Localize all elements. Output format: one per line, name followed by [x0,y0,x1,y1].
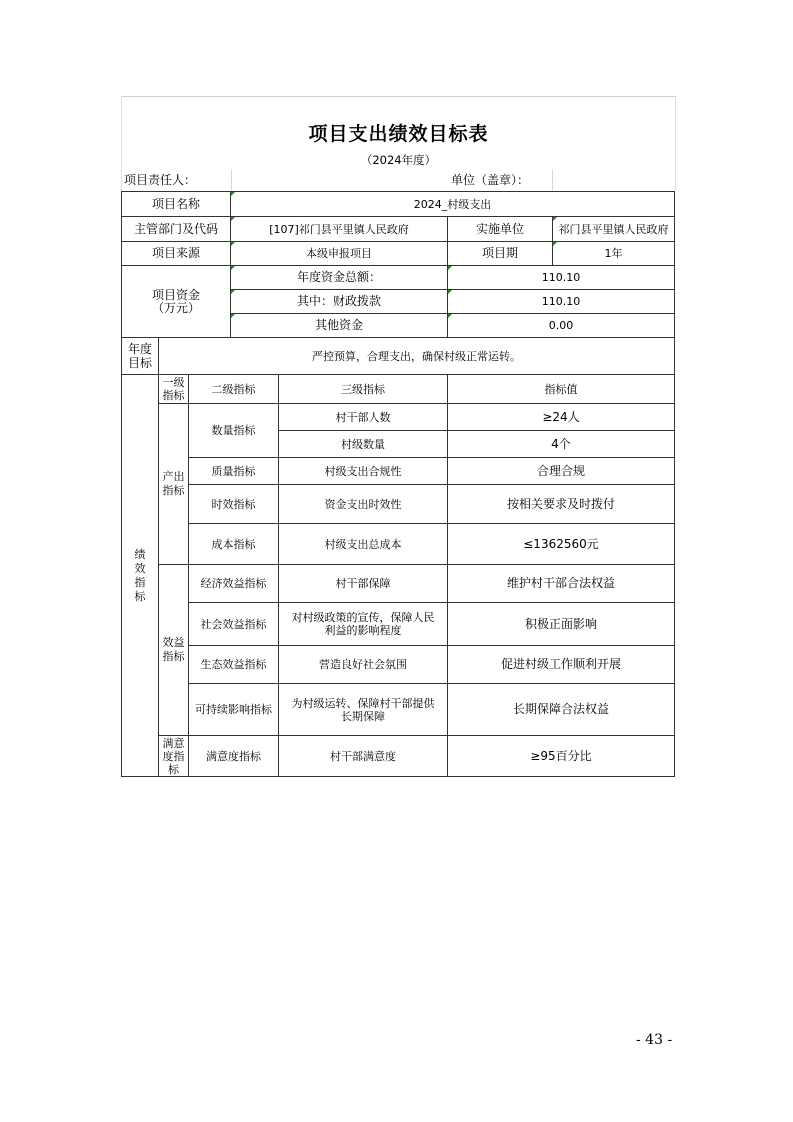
annual-goal-text: 严控预算，合理支出，确保村级正常运转。 [159,338,675,375]
level2-cell: 时效指标 [189,485,279,524]
table-row [122,603,675,646]
performance-target-table [121,191,675,777]
table-row [122,217,675,242]
level2-cell: 社会效益指标 [189,603,279,646]
benefit-indicators-label: 效益指标 [159,565,189,736]
level3-cell: 村级支出总成本 [279,524,448,565]
table-row [122,565,675,603]
level3-cell: 村干部人数 [279,404,448,431]
table-row [122,266,675,290]
level3-cell: 村级数量 [279,431,448,458]
level2-cell: 质量指标 [189,458,279,485]
value-cell: 促进村级工作顺利开展 [448,646,675,684]
level2-cell: 数量指标 [189,404,279,458]
output-indicators-label: 产出指标 [159,404,189,565]
level2-cell: 生态效益指标 [189,646,279,684]
department-label: 主管部门及代码 [122,217,231,242]
level3-header: 三级指标 [279,375,448,404]
level2-cell: 可持续影响指标 [189,684,279,736]
table-row [122,458,675,485]
other-funds-label: 其他资金 [231,314,448,338]
unit-seal-label: 单位（盖章）： [451,173,530,187]
annual-total-value: 110.10 [448,266,675,290]
implementing-unit-value: 祁门县平里镇人民政府 [553,217,675,242]
department-value: [107]祁门县平里镇人民政府 [231,217,448,242]
level2-cell: 满意度指标 [189,736,279,777]
level2-cell: 经济效益指标 [189,565,279,603]
value-cell: ≥95百分比 [448,736,675,777]
table-row [122,338,675,375]
project-name-label: 项目名称 [122,192,231,217]
project-source-value: 本级申报项目 [231,242,448,266]
level3-cell: 村级支出合规性 [279,458,448,485]
table-row [122,736,675,777]
header-divider [231,169,232,191]
value-cell: ≤1362560元 [448,524,675,565]
level3-cell: 资金支出时效性 [279,485,448,524]
value-cell: 按相关要求及时拨付 [448,485,675,524]
value-cell: ≥24人 [448,404,675,431]
table-row [122,192,675,217]
page-number: - 43 - [636,1032,673,1048]
annual-goal-label: 年度目标 [122,338,159,375]
level3-cell: 村干部满意度 [279,736,448,777]
implementing-unit-label: 实施单位 [448,217,553,242]
table-row [122,375,675,404]
project-period-value: 1年 [553,242,675,266]
value-cell: 4个 [448,431,675,458]
table-row [122,404,675,431]
annual-total-label: 年度资金总额： [231,266,448,290]
document-title: 项目支出绩效目标表 [121,116,676,152]
level2-header: 二级指标 [189,375,279,404]
project-name-value: 2024_村级支出 [231,192,675,217]
table-row [122,646,675,684]
value-header: 指标值 [448,375,675,404]
table-row [122,485,675,524]
project-funds-label [122,266,231,338]
header-divider [552,169,553,191]
level3-cell: 村干部保障 [279,565,448,603]
other-funds-value: 0.00 [448,314,675,338]
project-source-label: 项目来源 [122,242,231,266]
fiscal-allocation-label: 其中：财政拨款 [231,290,448,314]
table-row [122,242,675,266]
responsible-person-label: 项目责任人： [124,173,197,187]
value-cell: 长期保障合法权益 [448,684,675,736]
fiscal-allocation-value: 110.10 [448,290,675,314]
document-year: （2024年度） [121,152,676,169]
table-row [122,524,675,565]
table-row [122,684,675,736]
project-funds-label-line2: （万元） [151,300,200,315]
level3-cell: 对村级政策的宣传，保障人民利益的影响程度 [279,603,448,646]
header-row [121,169,676,191]
table-top-border [121,96,676,117]
value-cell: 合理合规 [448,458,675,485]
level2-cell: 成本指标 [189,524,279,565]
level3-cell: 为村级运转、保障村干部提供长期保障 [279,684,448,736]
project-period-label: 项目期 [448,242,553,266]
level3-cell: 营造良好社会氛围 [279,646,448,684]
value-cell: 维护村干部合法权益 [448,565,675,603]
satisfaction-indicators-label: 满意度指标 [159,736,189,777]
level1-header: 一级指标 [159,375,189,404]
project-funds-label-line1: 项目资金 [151,287,200,302]
value-cell: 积极正面影响 [448,603,675,646]
performance-indicators-label: 绩效指标 [122,375,159,777]
